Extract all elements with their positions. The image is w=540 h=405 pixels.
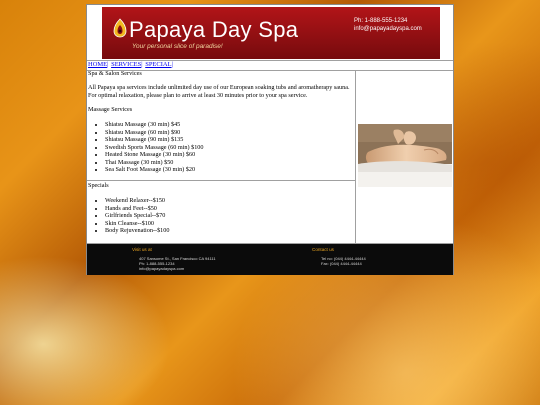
list-item: • Shiatsu Massage (90 min) $135 [105, 136, 203, 144]
nav-link-services[interactable]: SERVICES [111, 61, 142, 68]
footer-tel: Tel no: (044) 4444-44444 [321, 256, 366, 261]
nav-separator: | [141, 61, 143, 68]
list-item: • Shiatsu Massage (30 min) $45 [105, 121, 203, 129]
list-item: • Sea Salt Foot Massage (30 min) $20 [105, 166, 203, 174]
list-item: • Heated Stone Massage (30 min) $60 [105, 151, 203, 159]
main-content [87, 70, 356, 245]
nav-link-special[interactable]: SPECIAL [145, 61, 172, 68]
page-container [86, 4, 454, 275]
nav-separator: | [107, 61, 109, 68]
header-email: info@papayadayspa.com [354, 26, 422, 32]
services-intro: All Papaya spa services include unlimited day use of our European soaking tubs and aromatherapy sauna. For optimal relaxation, please plan to arrive at least 30 minutes prior to your spa service. [88, 84, 350, 99]
list-item: • Skin Cleanse--$100 [105, 220, 169, 228]
footer-email: info@papayadayspa.com [139, 266, 185, 271]
specials-list [87, 197, 169, 235]
brand-name: Papaya Day Spa [129, 17, 299, 42]
list-item: • Shiatsu Massage (60 min) $90 [105, 129, 203, 137]
sidebar [356, 70, 453, 245]
massage-photo [358, 124, 452, 187]
footer-visit-heading: Visit us at [132, 247, 152, 252]
list-item: • Weekend Relaxer--$150 [105, 197, 169, 205]
nav-separator: | [171, 61, 173, 68]
list-item: • Swedish Sports Massage (60 min) $100 [105, 144, 203, 152]
footer [87, 243, 453, 275]
massage-list [87, 121, 203, 174]
footer-address: 407 Sansome St., San Francisco CA 94111 [139, 256, 216, 261]
footer-fax: Fax: (044) 4444-44444 [321, 261, 362, 266]
list-item: • Thai Massage (30 min) $50 [105, 159, 203, 167]
list-item: • Hands and Feet--$50 [105, 205, 169, 213]
nav-link-home[interactable]: HOME [88, 61, 108, 68]
header-phone: Ph: 1-888-555-1234 [354, 18, 408, 24]
services-title: Spa & Salon Services [88, 70, 142, 77]
list-item: • Girlfriends Special--$70 [105, 212, 169, 220]
massage-title: Massage Services [88, 106, 133, 113]
list-item: • Body Rejuvenation--$100 [105, 227, 169, 235]
massage-photo-graphic [358, 124, 452, 187]
section-divider [87, 180, 356, 181]
footer-contact-heading: Contact us [312, 247, 334, 252]
tagline: Your personal slice of paradise! [132, 43, 223, 50]
specials-title: Specials [88, 182, 109, 189]
footer-phone: Ph: 1-888-555-1234 [139, 261, 175, 266]
header-banner [102, 7, 440, 59]
papaya-logo-icon [112, 18, 128, 38]
